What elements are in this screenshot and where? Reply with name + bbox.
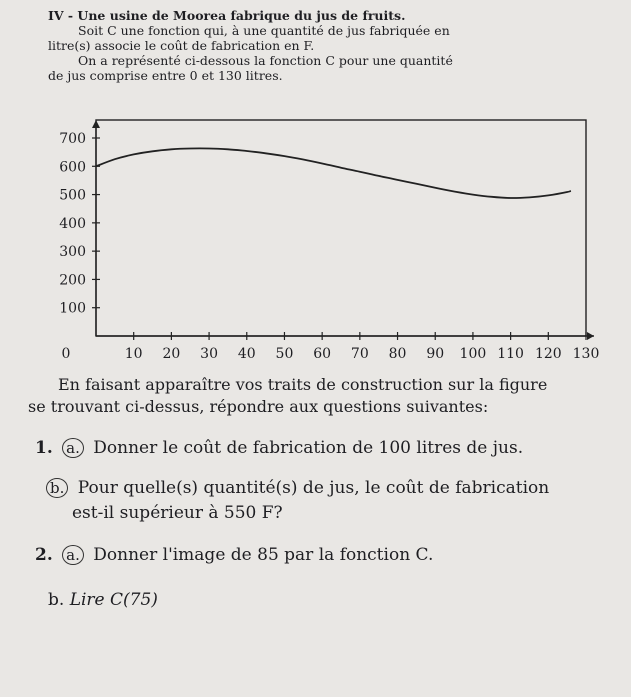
cost-function-chart xyxy=(40,118,600,368)
x-tick-label: 130 xyxy=(572,346,600,362)
instructions-line: se trouvant ci-dessus, répondre aux questions suivantes: xyxy=(28,397,489,416)
y-tick-label: 100 xyxy=(59,300,86,317)
instructions xyxy=(28,374,618,418)
origin-label: 0 xyxy=(61,346,71,362)
question-1b-cont xyxy=(72,503,283,523)
x-tick-label: 10 xyxy=(124,346,143,362)
y-axis-arrow xyxy=(92,120,100,128)
question-text: Donner le coût de fabrication de 100 litres de jus. xyxy=(93,438,524,458)
cost-curve xyxy=(96,148,571,198)
question-number: 2. xyxy=(35,545,53,565)
sub-question-label: a. xyxy=(62,438,84,458)
instructions-line: En faisant apparaître vos traits de construction sur la figure xyxy=(58,375,548,394)
x-tick-label: 100 xyxy=(459,346,487,362)
x-tick-label: 90 xyxy=(426,346,445,362)
question-1b xyxy=(42,478,549,498)
sub-question-label: b. xyxy=(46,478,68,498)
x-tick-label: 80 xyxy=(388,346,407,362)
x-tick-label: 40 xyxy=(237,346,256,362)
y-tick-label: 300 xyxy=(59,244,86,261)
sub-question-label: a. xyxy=(62,545,84,565)
question-text: Pour quelle(s) quantité(s) de jus, le coût de fabrication xyxy=(77,478,550,498)
question-text: est-il supérieur à 550 F? xyxy=(72,503,283,523)
x-tick-label: 20 xyxy=(162,346,181,362)
x-tick-label: 60 xyxy=(313,346,332,362)
x-tick-label: 120 xyxy=(534,346,562,362)
y-tick-label: 700 xyxy=(59,131,86,147)
x-tick-label: 30 xyxy=(200,346,218,362)
y-tick-label: 200 xyxy=(59,272,86,289)
exercise-line: Soit C une fonction qui, à une quantité de jus fabriquée en xyxy=(78,23,450,38)
question-text: Donner l'image de 85 par la fonction C. xyxy=(93,545,434,565)
question-1a xyxy=(35,438,523,458)
exercise-line: litre(s) associe le coût de fabrication en F. xyxy=(48,38,315,53)
exercise-heading: IV - Une usine de Moorea fabrique du jus de fruits. xyxy=(48,8,406,23)
sub-question-label: b. xyxy=(48,590,65,610)
question-2b xyxy=(48,590,158,610)
y-tick-label: 500 xyxy=(59,187,86,204)
x-axis-arrow xyxy=(587,332,594,340)
x-tick-label: 50 xyxy=(275,346,294,362)
exercise-intro xyxy=(48,8,618,83)
y-tick-label: 400 xyxy=(59,215,86,232)
question-2a xyxy=(35,545,433,565)
x-tick-label: 110 xyxy=(497,346,524,362)
plot-frame xyxy=(96,120,586,336)
y-tick-label: 600 xyxy=(59,159,86,176)
x-tick-label: 70 xyxy=(350,346,369,362)
question-number: 1. xyxy=(35,438,53,458)
exercise-line: On a représenté ci-dessous la fonction C pour une quantité xyxy=(78,53,453,68)
exercise-line: de jus comprise entre 0 et 130 litres. xyxy=(48,68,283,83)
question-text: Lire C(75) xyxy=(69,590,158,610)
